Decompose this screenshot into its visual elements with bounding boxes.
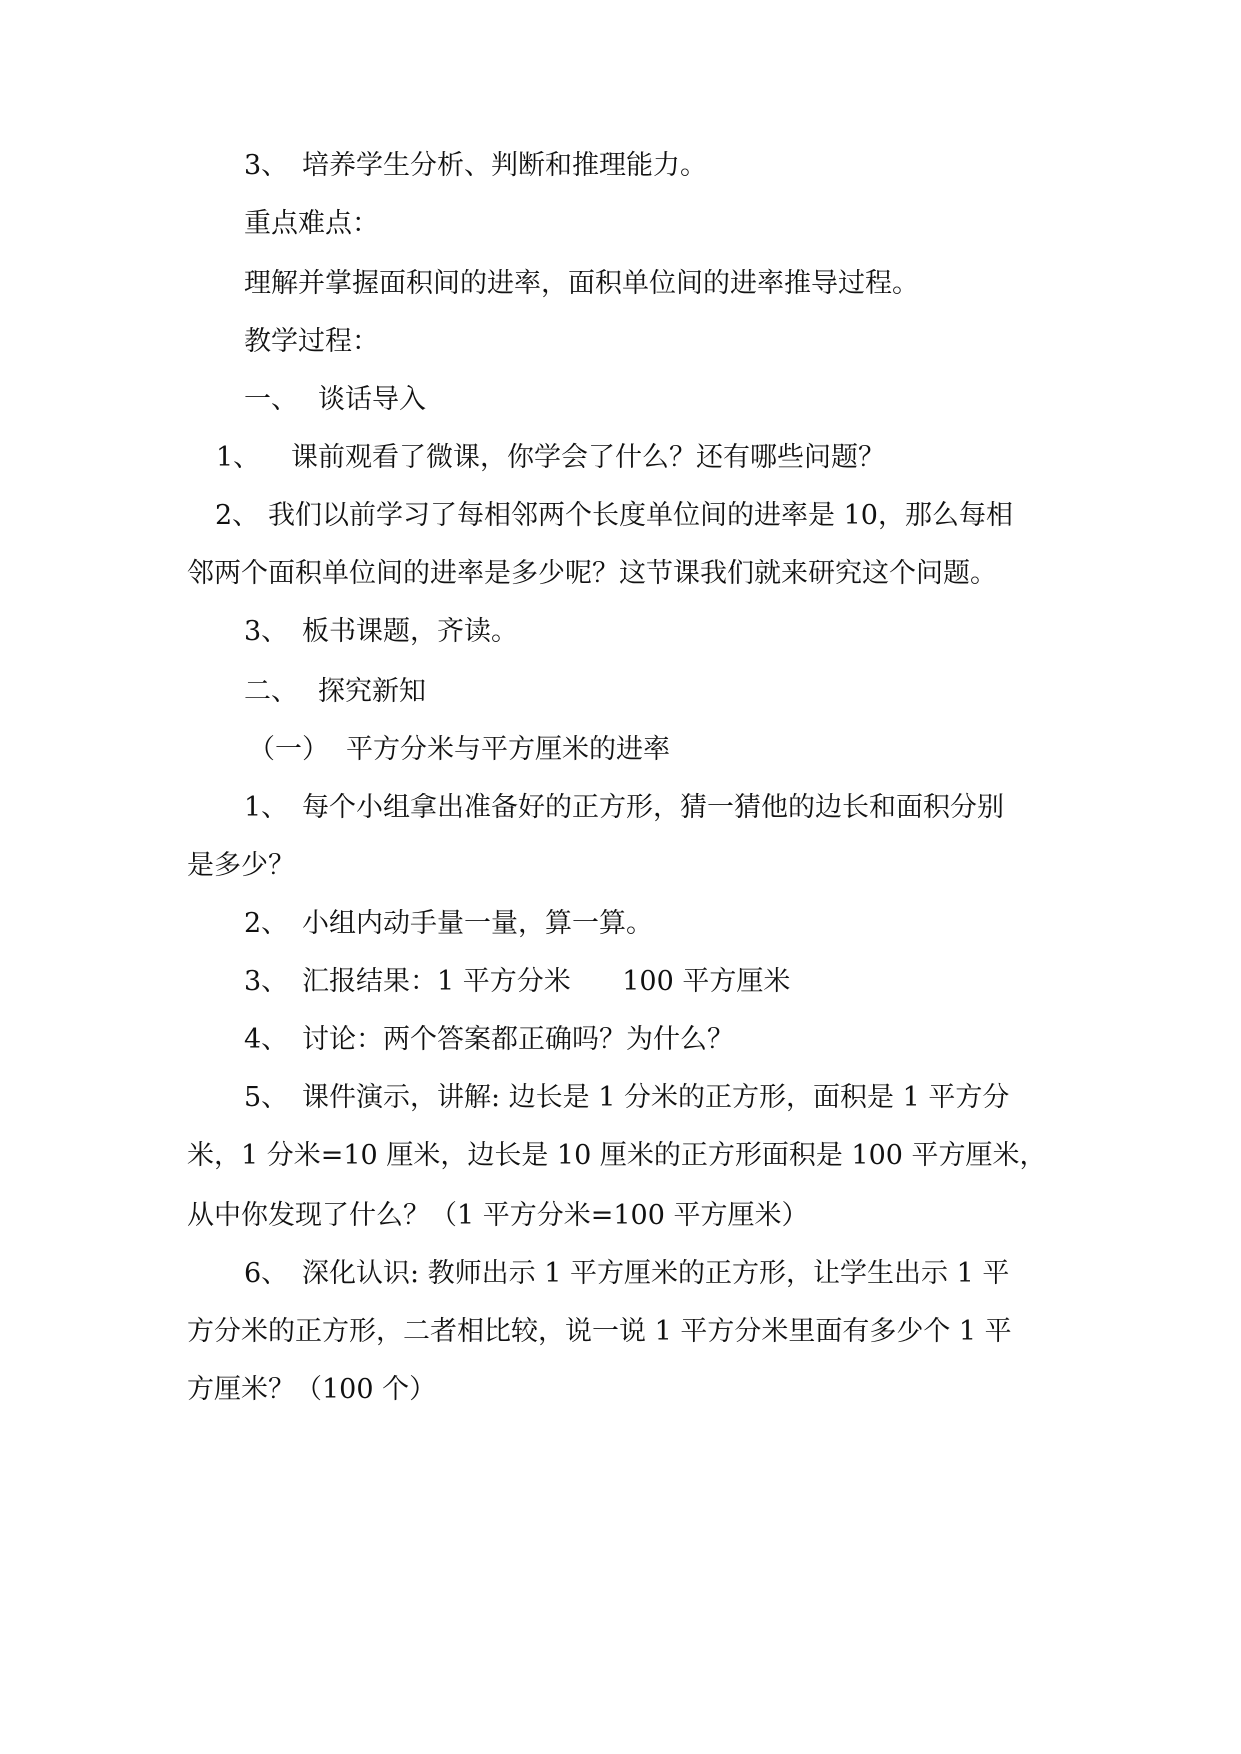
- key-difficulties-heading: [244, 206, 379, 242]
- item-number: 二、: [244, 676, 298, 707]
- line-text: 培养学生分析、判断和推理能力。: [302, 150, 707, 181]
- item-number: 一、: [244, 384, 298, 415]
- line-text: 重点难点：: [244, 208, 379, 239]
- subsection-one-heading: [248, 732, 670, 768]
- item-number: 2、: [215, 500, 260, 531]
- line-text: 探究新知: [318, 676, 426, 707]
- explore-item-4: [244, 1022, 734, 1058]
- explore-item-3: [244, 964, 790, 1000]
- intro-item-3: [244, 614, 518, 650]
- line-text: 汇报结果：1 平方分米 100 平方厘米: [302, 966, 791, 997]
- line-text: 谈话导入: [318, 384, 426, 415]
- line-text: 方分米的正方形，二者相比较，说一说 1 平方分米里面有多少个 1 平: [187, 1316, 1012, 1347]
- key-difficulties-text: [244, 266, 919, 302]
- item-number: 3、: [244, 150, 289, 181]
- section-two-heading: [244, 674, 426, 710]
- explore-item-1-cont: [187, 848, 295, 884]
- line-text: 教学过程：: [244, 326, 379, 357]
- line-text: 小组内动手量一量，算一算。: [302, 908, 653, 939]
- intro-item-1: [216, 440, 885, 476]
- line-text: 平方分米与平方厘米的进率: [346, 734, 670, 765]
- explore-item-6-cont-1: [187, 1314, 1012, 1350]
- explore-item-5-cont-2: [187, 1198, 809, 1234]
- intro-item-2: [215, 498, 1013, 534]
- section-one-heading: [244, 382, 426, 418]
- line-text: 米，1 分米=10 厘米，边长是 10 厘米的正方形面积是 100 平方厘米，: [187, 1140, 1047, 1171]
- line-text: 邻两个面积单位间的进率是多少呢？这节课我们就来研究这个问题。: [187, 558, 997, 589]
- item-number: 3、: [244, 966, 289, 997]
- line-text: 课件演示，讲解: 边长是 1 分米的正方形，面积是 1 平方分: [302, 1082, 1010, 1113]
- explore-item-5: [244, 1080, 1009, 1116]
- item-number: 4、: [244, 1024, 289, 1055]
- item-number: 6、: [244, 1258, 289, 1289]
- line-text: 每个小组拿出准备好的正方形，猜一猜他的边长和面积分别: [302, 792, 1004, 823]
- line-text: 方厘米？（100 个）: [187, 1374, 437, 1405]
- line-text: 课前观看了微课，你学会了什么？还有哪些问题？: [291, 442, 885, 473]
- line-text: 板书课题，齐读。: [302, 616, 518, 647]
- item-number: 2、: [244, 908, 289, 939]
- item-number: 1、: [216, 442, 261, 473]
- line-text: 讨论：两个答案都正确吗？为什么？: [302, 1024, 734, 1055]
- explore-item-1: [244, 790, 1004, 826]
- explore-item-2: [244, 906, 653, 942]
- item-number: 3、: [244, 616, 289, 647]
- explore-item-6-cont-2: [187, 1372, 436, 1408]
- intro-item-2-cont: [187, 556, 997, 592]
- line-text: 是多少？: [187, 850, 295, 881]
- explore-item-6: [244, 1256, 1009, 1292]
- explore-item-5-cont-1: [187, 1138, 1047, 1174]
- item-number: （一）: [248, 734, 329, 765]
- item-number: 5、: [244, 1082, 289, 1113]
- objective-3-line: [244, 148, 707, 184]
- item-number: 1、: [244, 792, 289, 823]
- line-text: 从中你发现了什么？（1 平方分米=100 平方厘米）: [187, 1200, 809, 1231]
- line-text: 深化认识: 教师出示 1 平方厘米的正方形，让学生出示 1 平: [302, 1258, 1010, 1289]
- teaching-process-heading: [244, 324, 379, 360]
- line-text: 理解并掌握面积间的进率，面积单位间的进率推导过程。: [244, 268, 919, 299]
- line-text: 我们以前学习了每相邻两个长度单位间的进率是 10，那么每相: [268, 500, 1013, 531]
